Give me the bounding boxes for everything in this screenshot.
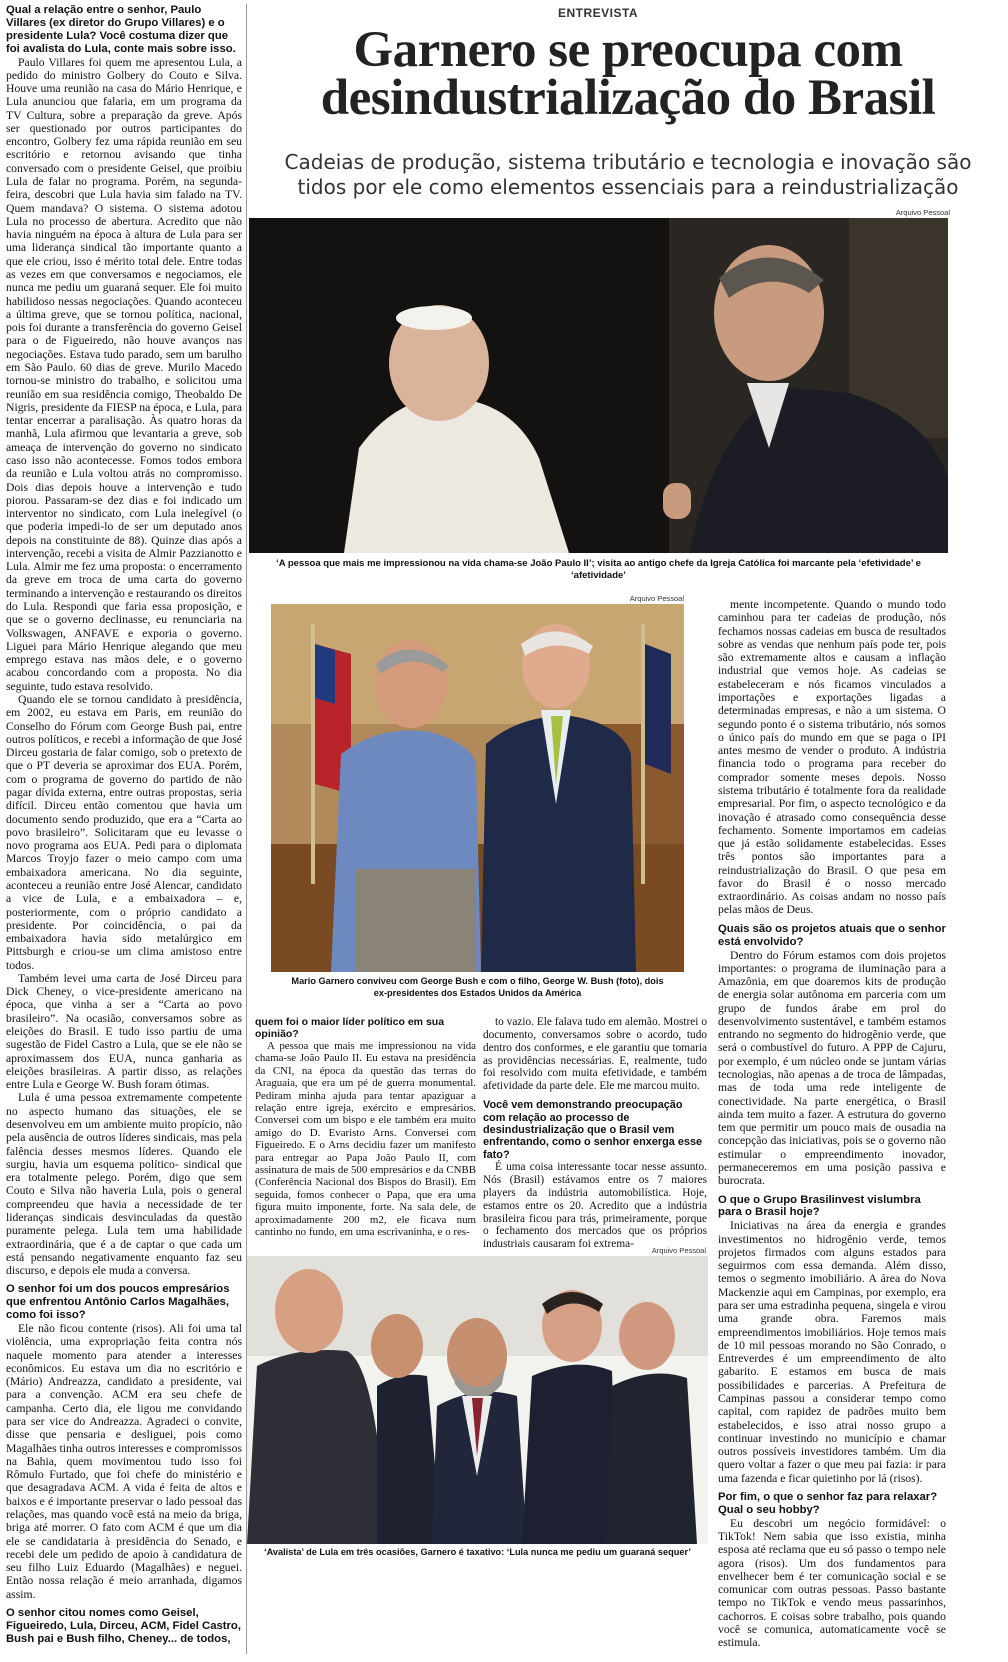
photo-caption-pope: ‘A pessoa que mais me impressionou na vida chama-se João Paulo II’; visita ao antigo chefe da Igreja Católica foi marcante pela ‘efetividade’ e ‘afetividade’ (276, 558, 921, 581)
interview-question: O senhor foi um dos poucos empresários que enfrentou Antônio Carlos Magalhães, como foi isso? (6, 1283, 230, 1322)
interview-question: Quais são os projetos atuais que o senhor está envolvido? (718, 922, 946, 948)
interview-question: O que o Grupo Brasilinvest vislumbra para o Brasil hoje? (718, 1193, 921, 1219)
headline (248, 22, 1008, 126)
photo-pope-visit (249, 218, 948, 553)
photo-bush-meeting (271, 604, 684, 972)
interview-question: quem foi o maior líder político em sua opinião? (255, 1016, 445, 1040)
interview-answer: Paulo Villares foi quem me apresentou Lula, a pedido do ministro Golbery do Couto e Silva. Houve uma reunião na casa do Mário Henrique, e Lula anunciou que falaria, em um programa da TV Cultura, sobre a preparação da greve. Após ser questionado por outros participantes do encontro, Golbery fez uma rápida reunião em seu escritório e retornou avisando que tinha conversado com o presidente Geisel, que proibiu Lula de falar no programa. Porém, na segunda-feira, descobri que Lula havia sim falado na TV. Quem mandava? O sistema. O sistema adotou Lula no processo de abertura. Acredito que não havia ninguém na época à altura de Lula para ser uma liderança sindical tão importante quanto a que ele criou, isso é mérito total dele. Entre todas as vezes em que conversamos e negociamos, ele nunca me pediu um guaraná sequer. Ele foi muito habilidoso nessas negociações. Quando aconteceu a última greve, que se tornou política, nacional, pois foi durante a transferência do governo Geisel para o de Figueiredo, não houve avanços nas negociações. Estava tudo parado, sem um barulho em São Paulo. 60 dias de greve. Murilo Macedo tornou-se ministro do trabalho, e solicitou uma reunião em sua residência comigo, Theobaldo De Nigris, presidente da FIESP na época, e Lula, para tentar encerrar a paralisação. Às quatro horas da manhã, Lula afirmou que levantaria a greve, sob ameaça de intervenção do governo no sindicato caso isso não acontecesse. Fomos todos embora da reunião e Lula voltou atrás no compromisso. Dois dias depois houve a intervenção e tudo piorou. Passaram-se dez dias e foi indicado um interventor no sindicato, com Lula inelegível (o que poderia impedi-lo de ser um deputado anos depois na constituinte de 88). Quinze dias após a intervenção, recebi a visita de Almir Pazzianotto e Lula. Almir me fez uma proposta: o encerramento da greve em troca de uma carta do governo terminando a intervenção e restaurando os direitos do Lula. Respondi que faria essa proposição, e que se o governo declinasse, eu renunciaria na Volkswagen, ANFAVE e exporia o governo. Liguei para Mário Henrique alegando que meu emprego estava nas mãos dele, e o governo acabou concordando com a proposta. No dia seguinte, tudo estava resolvido. (6, 55, 242, 693)
interview-answer: Também levei uma carta de José Dirceu para Dick Cheney, o vice-presidente americano na época, que vinha a ser a “Carta ao povo brasileiro”. Na ocasião, conversamos sobre as eleições do Brasil. E tudo isso partiu de uma sugestão de Fidel Castro a Lula, que se ele não se aproximassem dos EUA, nunca ganharia as eleições brasileiras. A partir disso, as relações entre Lula e George W. Bush foram ótimas. (6, 971, 242, 1092)
right-text-column (718, 598, 946, 1658)
photo-caption-lula: ‘Avalista’ de Lula em três ocasiões, Garnero é taxativo: ‘Lula nunca me pediu um guaraná sequer’ (264, 1547, 691, 1557)
photo-bush-meeting-image (271, 604, 684, 972)
interview-question: Você vem demonstrando preocupação com relação ao processo de desindustrialização que o Brasil vem enfrentando, como o senhor enxerga esse fato? (483, 1099, 703, 1161)
interview-question: O senhor citou nomes como Geisel, Figueiredo, Lula, Dirceu, ACM, Fidel Castro, Bush pai e Bush filho, Cheney... de todos, (6, 1606, 241, 1645)
left-text-column (6, 4, 242, 1658)
photo-credit: Arquivo Pessoal (895, 208, 950, 217)
photo-pope-visit-image (249, 218, 948, 553)
middle-text-column-b (483, 1016, 707, 1252)
interview-answer: mente incompetente. Quando o mundo todo caminhou para ter cadeias de produção, nós fechamos nossas cadeias em busca de resultados sobre as vendas que nenhum país pode ter, pois são extremamente altos e causam a inflação industrial que vemos hoje. As cadeias se estabeleceram e nós ficamos vinculados a importações e exportações ligadas a determinadas empresas, e não a um sistema. O segundo ponto é o sistema tributário, nós somos o único país do mundo em que se paga o IPI antes mesmo de vender o produto. A indústria financia todo o programa para receber do comprador somente meses depois. Nosso sistema tributário é totalmente fora da realidade empresarial. Por fim, o aspecto tecnológico e da inovação é atrasado como consequência desse fechamento. Somente importamos em cadeias que já estão solidamente estabelecidas. Esses três pontos são importantes para a reindustrialização do Brasil. O que pesa em favor do Brasil é o nosso mercado extraordinário. As coisas andam no nosso país pelas mãos de Deus. (718, 598, 946, 917)
interview-answer: Lula é uma pessoa extremamente competente no aspecto humano das situações, ele se desenvolveu em um ambiente muito propício, não pela ausência de outros líderes sindicais, mas pela falência desses mesmos líderes. Quando ele surgiu, havia um esquema político- sindical que era totalmente pelego. Porém, digo que sem Couto e Silva não haveria Lula, pois o general compreendeu que havia a necessidade de ter lideranças sindicais desvinculadas da questão puramente pelega. Lula tem uma habilidade extraordinária, que é a de captar o que cada um está pensando negativamente enquanto faz seu discurso, e depois ele muda a conversa. (6, 1091, 242, 1278)
photo-caption-bush-line-2: ex-presidentes dos Estados Unidos da América (373, 988, 582, 998)
photo-credit: Arquivo Pessoal (629, 594, 684, 603)
photo-caption-bush-line-1: Mario Garnero conviveu com George Bush e com o filho, George W. Bush (foto), dois (291, 976, 664, 986)
interview-answer: to vazio. Ele falava tudo em alemão. Mostrei o documento, conversamos sobre o acordo, tudo dentro dos conformes, e ele garantiu que tomaria as providências necessárias. E, realmente, tudo foi resolvido com muita efetividade, e também afetividade da parte dele. Ele me marcou muito. (483, 1016, 707, 1093)
interview-question: Qual a relação entre o senhor, Paulo Villares (ex diretor do Grupo Villares) e o presidente Lula? Você costuma dizer que foi avalista do Lula, conte mais sobre isso. (6, 4, 236, 55)
middle-text-column-a (255, 1016, 476, 1252)
interview-question: Por fim, o que o senhor faz para relaxar? Qual o seu hobby? (718, 1490, 938, 1516)
photo-lula-group-image (247, 1256, 708, 1544)
section-kicker: ENTREVISTA (557, 6, 639, 20)
headline-line-2: desindustrialização do Brasil (320, 70, 936, 126)
interview-answer: Ele não ficou contente (risos). Ali foi uma tal violência, uma expropriação feita contra nós naquele momento para atender a interesses econômicos. Eu estava um dia no escritório e (Mário) Andreazza, candidato a presidente, vai para a convenção. ACM era seu chefe de campanha. Certo dia, ele ligou me convidando para ser vice do Andreazza. Agradeci o convite, disse que pensaria e desliguei, pois como Magalhães tinha outros interesses e compromissos na Bahia, quem movimentou tudo isso foi Rômulo Furtado, que foi chefe do ministério e que desagradava ACM. A vida é feita de altos e baixos e é importante preservar o lado pessoal das relações, mas quando você está na meio da briga, briga até morrer. O fato com ACM é que um dia ele se candidataria à presidência do Senado, e recebi dele um pedido de apoio à candidatura de seu filho Luiz Eduardo (Magalhães) e neguei. Então nossa relação é meio arranhada, digamos assim. (6, 1322, 242, 1601)
interview-answer: É uma coisa interessante tocar nesse assunto. Nós (Brasil) estávamos entre os 7 maiores players da indústria automobilística. Hoje, estamos entre os 20. Acredito que a indústria brasileira ficou para trás, primeiramente, porque o fechamento dos mercados que os próprios industriais causaram foi extrema- (483, 1161, 707, 1251)
interview-answer: A pessoa que mais me impressionou na vida chama-se João Paulo II. Eu estava na presidência da CNI, na época da questão das terras do Araguaia, que era um pé de guerra monumental. Pediram minha ajuda para tentar apaziguar a relação entre igreja, exército e empresários. Conversei com um bispo e ele também era muito amigo do D. Evaristo Arns. Conversei com Figueiredo. E o Arns decidiu fazer um manifesto para entregar ao Papa João Paulo II, com assinatura de mais de 500 empresários e da CNBB (Conferência Nacional dos Bispos do Brasil). Em seguida, fomos conhecer o Papa, que era uma figura muito imponente, forte. Na sala dele, de aproximadamente 200 m2, ele ficava num cantinho no fundo, em uma escrivaninha, e o res- (255, 1040, 476, 1239)
photo-credit: Arquivo Pessoal (651, 1246, 706, 1255)
interview-answer: Dentro do Fórum estamos com dois projetos importantes: o programa de iluminação para a Amazônia, em que doaremos kits de produção de energia solar autônoma em parceria com um grupo de fundos árabe em prol do desenvolvimento sustentável, e também estamos entrando no segmento do hidrogênio verde, que será o combustível do futuro. A PPP de Cajuru, por exemplo, é um núcleo onde se juntam várias tecnologias, não apenas a de troca de lâmpadas, mas de toda uma rede inteligente de conectividade. Na parte energética, o Brasil ainda tem muito a fazer. A estrutura do governo tem que permitir um pouco mais de ousadia na concepção das iniciativas, pois se o governo não estimular o empreendimento inovador, permaneceremos em uma posição passiva e burocrata. (718, 948, 946, 1188)
subheadline-line-2: tidos por ele como elementos essenciais para a reindustrialização (297, 175, 959, 199)
interview-answer: Eu descobri um negócio formidável: o TikTok! Nem sabia que isso existia, minha esposa até reclama que eu só passo o tempo nele agora (risos). Um dos fundamentos para envelhecer bem é ter comunicação social e se comunicar com outras pessoas. Passo bastante tempo no TikTok e vendo meus passarinhos, cachorros. E coisas sobre trabalho, pois quando você se comunica, automaticamente você se estimula. (718, 1516, 946, 1650)
photo-lula-group (247, 1256, 708, 1544)
interview-answer: Iniciativas na área da energia e grandes investimentos no hidrogênio verde, temos projetos firmados com alguns estados para seguirmos com essa demanda. Além disso, temos o segmento imobiliário. A área do Nova Mackenzie aqui em Campinas, por exemplo, era para ser uma estradinha pequena, singela e virou uma grande obra. Faremos mais empreendimentos imobiliários. Hoje temos mais de 10 mil pessoas morando no São Conrado, o Entreverdes é um empreendimento de alto gabarito. E estamos em busca de mais possibilidades e parcerias. A Prefeitura de Campinas passou a considerar tempo como capital, com rapidez de padrões muito bem estabelecidos, e isso atrai nosso grupo a continuar investindo no município e chamar outros possíveis investidores também. Um dia quero voltar a fazer o que meu pai fazia: ir para uma fazenda e ficar quietinho por lá (risos). (718, 1219, 946, 1485)
subheadline (252, 150, 1004, 200)
headline-line-1: Garnero se preocupa com (353, 22, 903, 78)
interview-answer: Quando ele se tornou candidato à presidência, em 2002, eu estava em Paris, em reunião do Conselho do Fórum com George Bush pai, entre outros políticos, e recebi a informação de que José Dirceu gostaria de falar comigo, sob o pretexto de que o PT deveria se aproximar dos EUA. Porém, com o programa de governo do partido de não pagar dívida externa, entre outras propostas, seria difícil. Dirceu então comentou que havia um documento sendo produzido, que era a “Carta ao povo brasileiro”. Solicitaram que eu levasse o novo programa aos EUA. Pedi para o diplomata Marcos Troyjo fazer o meio campo com uma embaixadora americana. No dia seguinte, aconteceu a reunião entre José Alencar, candidato a vice de Lula, e a embaixadora – e, posteriormente, com o próprio candidato a presidente. Por coincidência, o pai da embaixadora havia sido metalúrgico em Pittsburgh e criou-se um clima amistoso entre todos. (6, 693, 242, 972)
subheadline-line-1: Cadeias de produção, sistema tributário e tecnologia e inovação são (284, 150, 972, 174)
photo-caption-bush (271, 975, 684, 999)
